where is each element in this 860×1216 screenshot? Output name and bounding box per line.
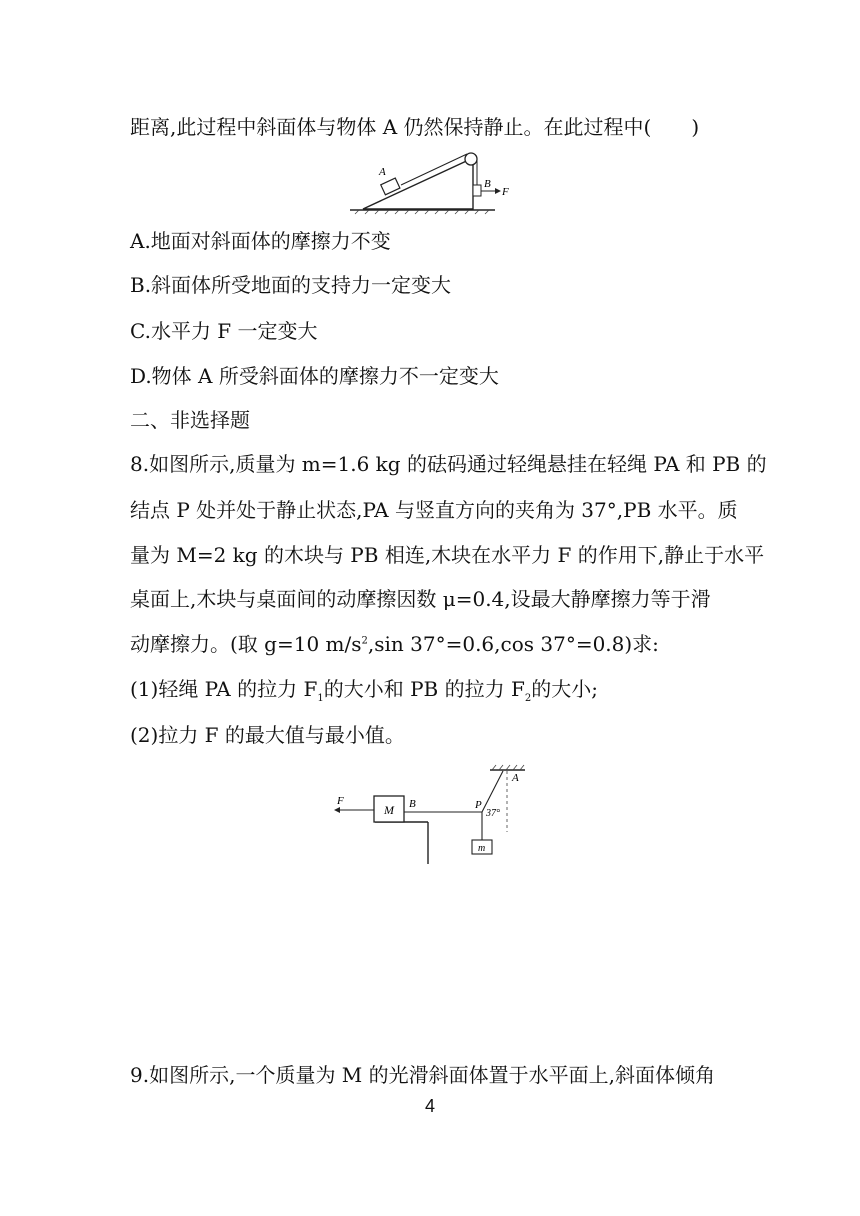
page-number: 4 [424, 1096, 435, 1116]
fig1-label-A: A [379, 166, 386, 178]
option-b: B.斜面体所受地面的支持力一定变大 [130, 273, 452, 297]
fig2-label-M: M [384, 803, 394, 817]
fig2-label-P: P [475, 799, 482, 811]
fig2-label-A: A [512, 772, 519, 784]
fig2-label-B: B [409, 798, 416, 810]
question-8-part-2: (2)拉力 F 的最大值与最小值。 [130, 723, 405, 747]
incline-pulley-figure [345, 145, 525, 215]
fig2-label-angle: 37° [486, 808, 500, 819]
question-8-line-1: 8.如图所示,质量为 m=1.6 kg 的砝码通过轻绳悬挂在轻绳 PA 和 PB 的 [130, 452, 767, 476]
option-c: C.水平力 F 一定变大 [130, 319, 318, 343]
question-8-line-5: 动摩擦力。(取 g=10 $m/s^2,\sin$ 37°=0.6,cos 37°=0.8)求: [130, 632, 659, 656]
question-8-part-1: (1)轻绳 PA 的拉力 $F_1$的大小和 PB 的拉力 $F_2$的大小; [130, 677, 598, 704]
fig2-label-m: m [478, 843, 486, 854]
section-heading: 二、非选择题 [130, 408, 250, 432]
option-a: A.地面对斜面体的摩擦力不变 [130, 229, 391, 253]
option-d: D.物体 A 所受斜面体的摩擦力不一定变大 [130, 364, 499, 388]
block-rope-figure [330, 762, 530, 866]
fig1-label-B: B [484, 178, 491, 190]
fig2-label-F: F [337, 795, 344, 807]
question-9-line-1: 9.如图所示,一个质量为 M 的光滑斜面体置于水平面上,斜面体倾角 [130, 1063, 715, 1087]
question-8-line-3: 量为 M=2 kg 的木块与 PB 相连,木块在水平力 F 的作用下,静止于水平 [130, 543, 765, 567]
fig1-label-F: F [502, 186, 509, 198]
text-line: 距离,此过程中斜面体与物体 A 仍然保持静止。在此过程中( ) [130, 115, 700, 139]
question-8-line-2: 结点 P 处并处于静止状态,PA 与竖直方向的夹角为 37°,PB 水平。质 [130, 498, 738, 522]
question-8-line-4: 桌面上,木块与桌面间的动摩擦因数 μ=0.4,设最大静摩擦力等于滑 [130, 587, 711, 611]
